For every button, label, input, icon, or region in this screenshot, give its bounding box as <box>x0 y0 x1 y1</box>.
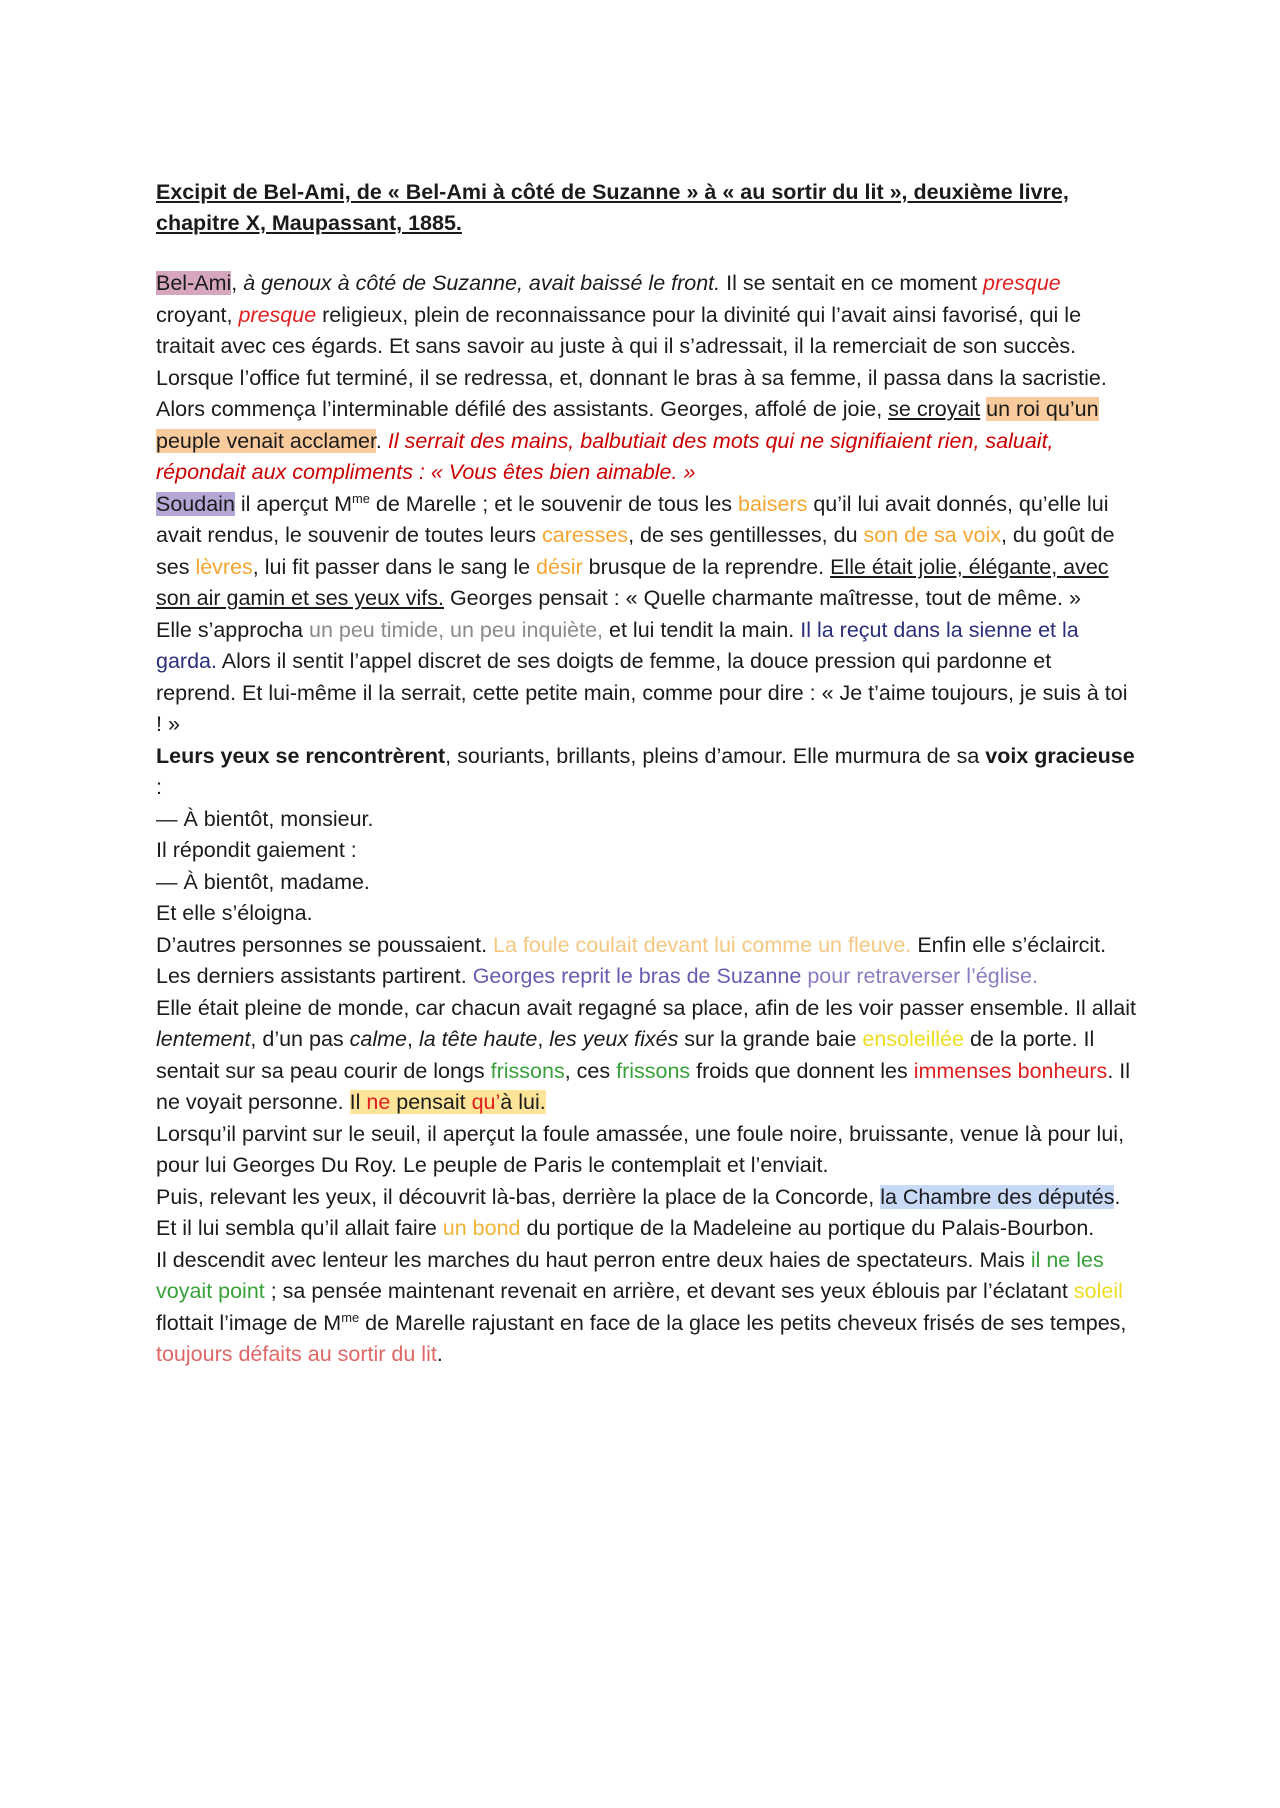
paragraph-1: Bel-Ami, à genoux à côté de Suzanne, avait baissé le front. Il se sentait en ce moment presque croyant, presque religieux, plein de reconnaissance pour la divinité qui l’avait ainsi favorisé, qui le traitait avec ces égards. Et sans savoir au juste à qui il s’adressait, il la remerciait de son succès. <box>156 271 1082 358</box>
green-word: frissons <box>490 1058 565 1083</box>
document-title: Excipit de Bel-Ami, de « Bel-Ami à côté de Suzanne » à « au sortir du lit », deuxième livre, chapitre X, Maupassant, 1885. <box>156 180 1069 235</box>
bold-phrase: voix gracieuse <box>985 743 1135 768</box>
light-orange-sentence: La foule coulait devant lui comme un fleuve. <box>493 932 912 957</box>
highlight-yellow-sentence: Il ne pensait qu’à lui. <box>349 1090 546 1114</box>
highlight-orange-phrase: un roi qu’un peuple venait acclamer <box>156 397 1099 453</box>
paragraph-10: D’autres personnes se poussaient. La foule coulait devant lui comme un fleuve. Enfin elle s’éclaircit. Les derniers assistants partirent. Georges reprit le bras de Suzanne pour retraverser l’église. <box>156 932 1107 988</box>
highlight-blue-phrase: la Chambre des députés <box>880 1184 1115 1209</box>
underlined-sentence: Elle était jolie, élégante, avec son air gamin et ses yeux vifs. <box>156 554 1109 610</box>
green-word: frissons <box>616 1058 691 1083</box>
paragraph-12: Lorsqu’il parvint sur le seuil, il aperçut la foule amassée, une foule noire, bruissante, venue là pour lui, pour lui Georges Du Roy. Le peuple de Paris le contemplait et l’enviait. <box>156 1121 1125 1177</box>
orange-word: baisers <box>738 491 808 516</box>
yellow-word: ensoleillée <box>862 1027 964 1051</box>
paragraph-5: Leurs yeux se rencontrèrent, souriants, brillants, pleins d’amour. Elle murmura de sa voix gracieuse : <box>156 743 1135 799</box>
purple-phrase: Georges reprit le bras de Suzanne <box>472 964 802 988</box>
paragraph-3: Soudain il aperçut $M^{me}$ de Marelle ; et le souvenir de tous les baisers qu’il lui avait donnés, qu’elle lui avait rendus, le souvenir de toutes leurs caresses, de ses gentillesses, du son de sa voix, du goût de ses lèvres, lui fit passer dans le sang le désir brusque de la reprendre. Elle était jolie, élégante, avec son air gamin et ses yeux vifs. Georges pensait : « Quelle charmante maîtresse, tout de même. » <box>156 490 1115 610</box>
paragraph-8: — À bientôt, madame. <box>156 869 370 894</box>
italic-phrase: à genoux à côté de Suzanne, avait baissé le front. <box>243 271 721 295</box>
paragraph-4: Elle s’approcha un peu timide, un peu inquiète, et lui tendit la main. Il la reçut dans la sienne et la garda. Alors il sentit l’appel discret de ses doigts de femme, la douce pression qui pardonne et reprend. Et lui-même il la serrait, cette petite main, comme pour dire : « Je t’aime toujours, je suis à toi ! » <box>156 617 1128 736</box>
paragraph-7: Il répondit gaiement : <box>156 838 357 862</box>
yellow-word: soleil <box>1073 1279 1123 1303</box>
red-italic-word: presque <box>238 302 317 327</box>
gray-phrase: un peu timide, un peu inquiète, <box>308 617 604 642</box>
highlight-soudain: Soudain <box>156 491 235 516</box>
paragraph-2: Lorsque l’office fut terminé, il se redressa, et, donnant le bras à sa femme, il passa dans la sacristie. Alors commença l’interminable défilé des assistants. Georges, affolé de joie, se croyait un roi qu’un peuple venait acclamer. Il serrait des mains, balbutiait des mots qui ne signifiaient rien, saluait, répondait aux compliments : « Vous êtes bien aimable. » <box>156 365 1107 484</box>
paragraph-13: Puis, relevant les yeux, il découvrit là-bas, derrière la place de la Concorde, la Chambre des députés. Et il lui sembla qu’il allait faire un bond du portique de la Madeleine au portique du Palais-Bourbon. <box>156 1184 1121 1240</box>
paragraph-11: Elle était pleine de monde, car chacun avait regagné sa place, afin de les voir passer ensemble. Il allait lentement, d’un pas calme, la tête haute, les yeux fixés sur la grande baie ensoleillée de la porte. Il sentait sur sa peau courir de longs frissons, ces frissons froids que donnent les immenses bonheurs. Il ne voyait personne. Il ne pensait qu’à lui. <box>156 995 1137 1114</box>
red-italic-word: presque <box>983 271 1061 295</box>
red-phrase: immenses bonheurs <box>913 1058 1108 1083</box>
paragraph-9: Et elle s’éloigna. <box>156 901 313 925</box>
orange-word: désir <box>536 554 583 579</box>
orange-word: lèvres <box>195 554 253 579</box>
navy-sentence: Il la reçut dans la sienne et la garda. <box>156 617 1079 673</box>
paragraph-14: Il descendit avec lenteur les marches du haut perron entre deux haies de spectateurs. Mais il ne les voyait point ; sa pensée maintenant revenait en arrière, et devant ses yeux éblouis par l’éclatant soleil flottait l’image de $M^{me}$ de Marelle rajustant en face de la glace les petits cheveux frisés de ses tempes, toujours défaits au sortir du lit. <box>156 1247 1127 1366</box>
excerpt-body <box>156 268 1136 1371</box>
orange-word: caresses <box>542 523 629 547</box>
gold-phrase: un bond <box>442 1216 521 1240</box>
lavender-phrase: pour retraverser l’église. <box>801 964 1038 988</box>
highlight-bel-ami: Bel-Ami <box>156 271 232 295</box>
green-phrase: il ne les voyait point <box>156 1247 1104 1303</box>
paragraph-6: — À bientôt, monsieur. <box>156 806 374 831</box>
salmon-phrase: toujours défaits au sortir du lit <box>156 1342 437 1366</box>
red-italic-sentence: Il serrait des mains, balbutiait des mots qui ne signifiaient rien, saluait, répondait aux compliments : « Vous êtes bien aimable. » <box>156 428 1054 484</box>
orange-phrase: son de sa voix <box>863 523 1001 547</box>
underlined-phrase: se croyait <box>888 397 981 421</box>
bold-phrase: Leurs yeux se rencontrèrent <box>156 743 446 768</box>
